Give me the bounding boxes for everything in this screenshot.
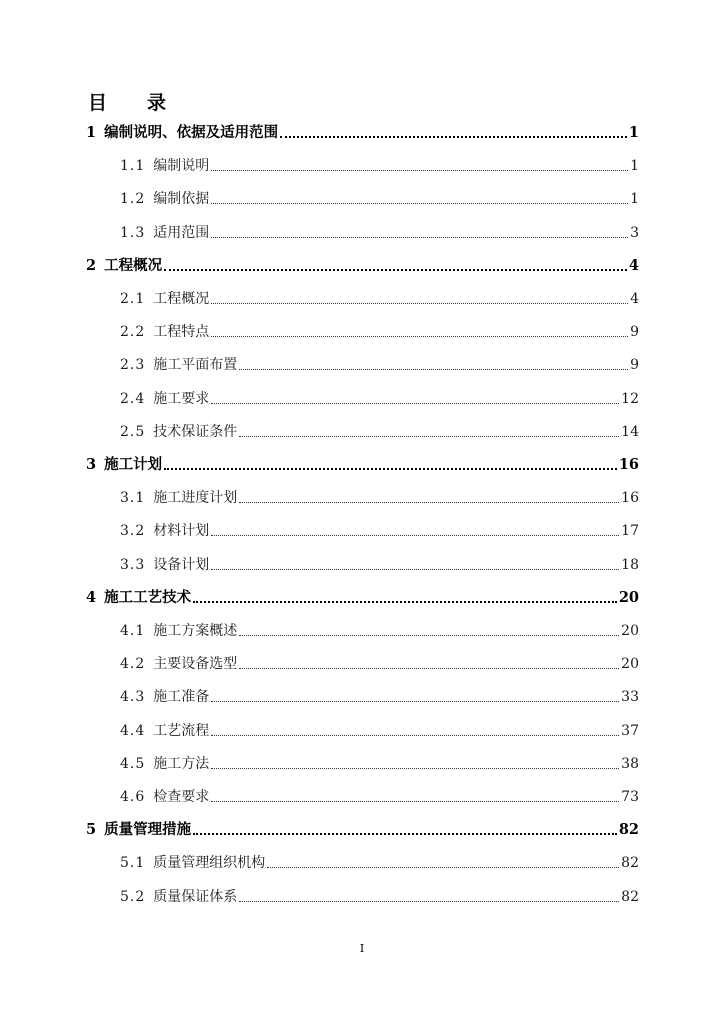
toc-dot-leader — [280, 136, 627, 138]
toc-entry-title: 施工进度计划 — [153, 490, 238, 507]
toc-section-entry[interactable] — [120, 155, 639, 177]
toc-entry-number: 4.6 — [120, 789, 146, 805]
toc-section-entry[interactable] — [120, 421, 639, 443]
toc-dot-leader — [211, 203, 628, 204]
toc-dot-leader — [239, 436, 619, 437]
toc-entry-page: 33 — [621, 689, 639, 706]
toc-entry-title: 质量管理措施 — [104, 821, 192, 839]
toc-entry-page: 1 — [630, 191, 639, 208]
toc-dot-leader — [211, 801, 619, 802]
toc-entry-number: 2.3 — [120, 357, 146, 374]
toc-section-entry[interactable] — [120, 388, 639, 410]
toc-entry-title: 质量管理组织机构 — [153, 855, 266, 872]
toc-chapter-entry[interactable] — [86, 255, 639, 277]
toc-entry-number: 2 — [86, 256, 97, 274]
toc-entry-number: 1 — [86, 124, 97, 141]
toc-entry-page: 16 — [618, 456, 639, 473]
toc-entry-title: 施工工艺技术 — [104, 588, 192, 606]
toc-entry-title: 施工方案概述 — [153, 623, 238, 639]
toc-heading — [88, 88, 166, 115]
toc-section-entry[interactable] — [120, 554, 639, 576]
toc-entry-number: 4.2 — [120, 656, 146, 673]
toc-chapter-entry[interactable] — [86, 122, 639, 144]
toc-entry-page: 20 — [621, 623, 639, 639]
toc-section-entry[interactable] — [120, 188, 639, 210]
toc-entry-page: 38 — [621, 755, 639, 772]
toc-entry-number: 3.1 — [120, 490, 146, 507]
toc-dot-leader — [193, 833, 617, 835]
toc-entry-title: 材料计划 — [153, 523, 210, 540]
toc-entry-title: 编制依据 — [153, 191, 210, 208]
toc-entry-title: 施工方法 — [153, 755, 210, 772]
toc-section-entry[interactable] — [120, 886, 639, 908]
toc-entry-page: 18 — [621, 556, 639, 573]
toc-dot-leader — [211, 535, 619, 536]
toc-section-entry[interactable] — [120, 686, 639, 708]
toc-entry-page: 4 — [630, 291, 639, 307]
toc-dot-leader — [164, 269, 627, 271]
toc-chapter-entry[interactable] — [86, 454, 639, 476]
toc-entry-number: 1.3 — [120, 224, 146, 241]
toc-section-entry[interactable] — [120, 852, 639, 874]
toc-entry-number: 3.2 — [120, 523, 146, 540]
toc-entry-title: 施工平面布置 — [153, 357, 238, 374]
toc-entry-page: 1 — [628, 124, 639, 141]
toc-entry-title: 质量保证体系 — [153, 888, 238, 905]
toc-entry-number: 2.5 — [120, 423, 146, 440]
toc-entry-page: 3 — [630, 224, 639, 241]
toc-entry-number: 2.1 — [120, 291, 146, 307]
toc-section-entry[interactable] — [120, 321, 639, 343]
toc-section-entry[interactable] — [120, 753, 639, 775]
toc-section-entry[interactable] — [120, 222, 639, 244]
page-number: I — [359, 942, 365, 955]
toc-entry-page: 16 — [621, 490, 639, 507]
toc-section-entry[interactable] — [120, 786, 639, 808]
toc-entry-title: 施工要求 — [153, 390, 210, 407]
toc-entry-number: 2.2 — [120, 324, 146, 341]
toc-entry-title: 检查要求 — [153, 789, 210, 805]
toc-entry-page: 9 — [630, 324, 639, 341]
toc-chapter-entry[interactable] — [86, 819, 639, 841]
toc-entry-page: 37 — [621, 722, 639, 739]
toc-entry-number: 3.3 — [120, 556, 146, 573]
toc-entry-number: 3 — [86, 456, 97, 473]
toc-section-entry[interactable] — [120, 653, 639, 675]
toc-entry-title: 施工计划 — [104, 456, 163, 473]
toc-entry-number: 4 — [86, 588, 97, 606]
toc-dot-leader — [239, 502, 619, 503]
toc-chapter-entry[interactable] — [86, 587, 639, 609]
toc-dot-leader — [211, 237, 628, 238]
toc-dot-leader — [193, 601, 617, 603]
toc-entry-number: 4.5 — [120, 755, 146, 772]
toc-entry-title: 技术保证条件 — [153, 423, 238, 440]
toc-entry-title: 工程特点 — [153, 324, 210, 341]
toc-heading-char-1: 目 — [88, 92, 108, 114]
toc-dot-leader — [267, 867, 619, 868]
toc-entry-title: 编制说明 — [153, 158, 210, 175]
toc-dot-leader — [211, 336, 628, 337]
toc-entry-title: 设备计划 — [153, 556, 210, 573]
toc-entry-title: 工艺流程 — [153, 722, 210, 739]
toc-dot-leader — [239, 668, 619, 669]
toc-entry-page: 9 — [630, 357, 639, 374]
toc-dot-leader — [239, 635, 619, 636]
toc-entry-number: 5.1 — [120, 855, 146, 872]
toc-dot-leader — [211, 701, 619, 702]
toc-entry-title: 施工准备 — [153, 689, 210, 706]
toc-entry-page: 82 — [618, 821, 639, 839]
toc-entry-page: 20 — [618, 588, 639, 606]
toc-dot-leader — [211, 768, 619, 769]
toc-entry-number: 5 — [86, 821, 97, 839]
toc-dot-leader — [211, 170, 628, 171]
toc-entry-number: 4.4 — [120, 722, 146, 739]
toc-entry-number: 5.2 — [120, 888, 146, 905]
toc-entry-number: 4.3 — [120, 689, 146, 706]
toc-dot-leader — [239, 369, 628, 370]
toc-section-entry[interactable] — [120, 487, 639, 509]
toc-section-entry[interactable] — [120, 520, 639, 542]
toc-entry-title: 适用范围 — [153, 224, 210, 241]
toc-entry-title: 编制说明、依据及适用范围 — [104, 124, 279, 141]
toc-entry-page: 73 — [621, 789, 639, 805]
toc-dot-leader — [239, 901, 619, 902]
toc-entry-page: 4 — [628, 256, 639, 274]
toc-entry-page: 14 — [621, 423, 639, 440]
toc-section-entry[interactable] — [120, 620, 639, 642]
toc-entry-page: 82 — [621, 855, 639, 872]
toc-entry-number: 4.1 — [120, 623, 146, 639]
toc-entry-title: 工程概况 — [153, 291, 210, 307]
toc-entry-number: 1.2 — [120, 191, 146, 208]
toc-entry-page: 82 — [621, 888, 639, 905]
toc-dot-leader — [211, 569, 619, 570]
toc-section-entry[interactable] — [120, 354, 639, 376]
toc-entry-number: 1.1 — [120, 158, 146, 175]
toc-entry-page: 17 — [621, 523, 639, 540]
toc-entry-title: 工程概况 — [104, 256, 163, 274]
toc-dot-leader — [164, 468, 617, 470]
toc-entry-number: 2.4 — [120, 390, 146, 407]
toc-dot-leader — [211, 403, 619, 404]
toc-entry-page: 1 — [630, 158, 639, 175]
toc-dot-leader — [211, 735, 619, 736]
toc-section-entry[interactable] — [120, 720, 639, 742]
toc-heading-char-2: 录 — [147, 92, 167, 114]
toc-entry-page: 12 — [621, 390, 639, 407]
toc-section-entry[interactable] — [120, 288, 639, 310]
toc-entry-page: 20 — [621, 656, 639, 673]
toc-entry-title: 主要设备选型 — [153, 656, 238, 673]
toc-dot-leader — [211, 303, 628, 304]
